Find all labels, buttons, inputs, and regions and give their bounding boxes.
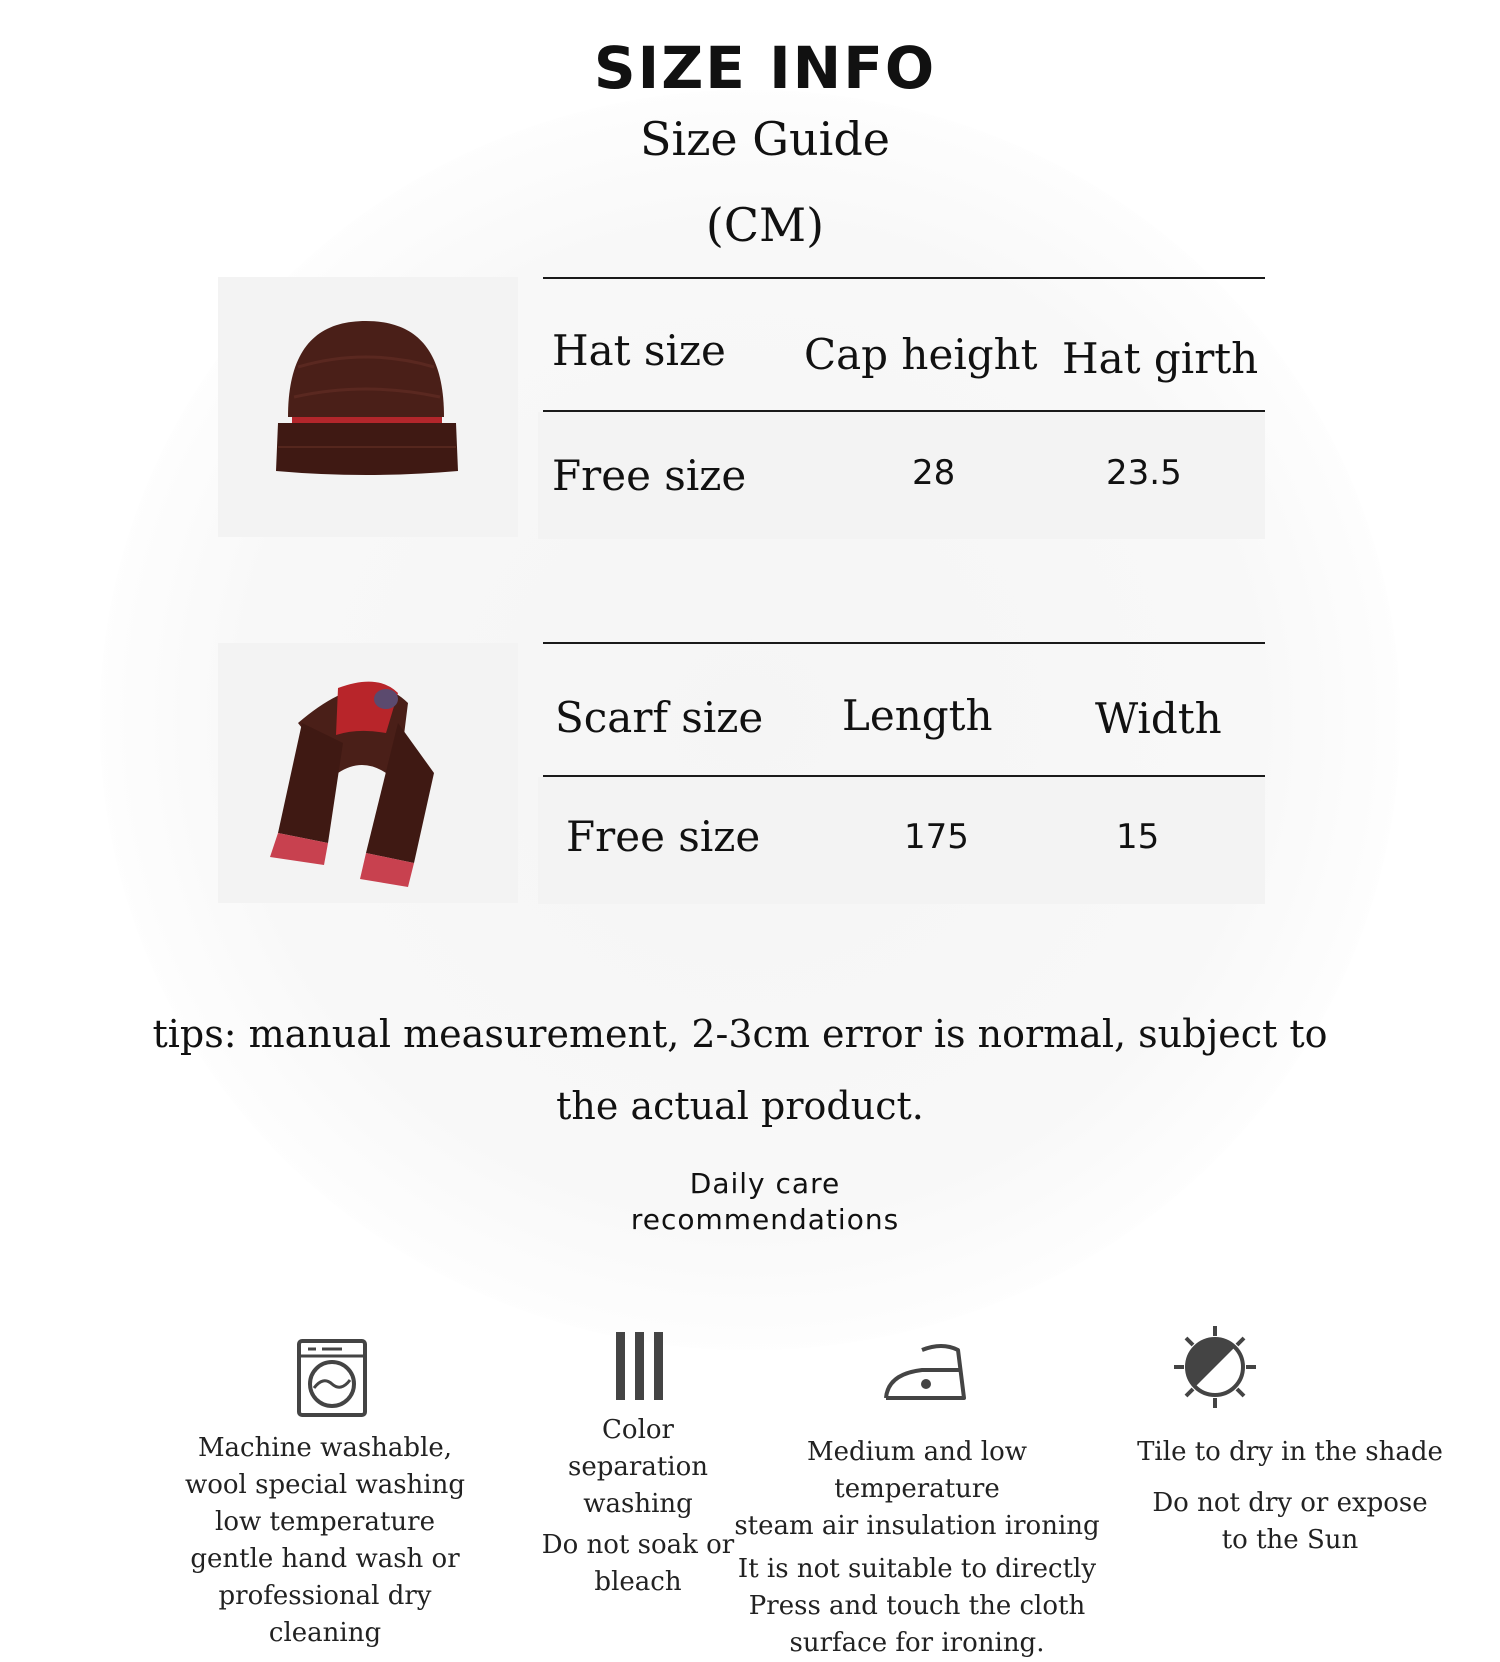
unit-label: (CM) [705, 198, 825, 252]
scarf-header-size: Scarf size [555, 693, 764, 742]
iron-icon [882, 1340, 968, 1402]
washing-machine-icon [296, 1338, 368, 1418]
care-line: wool special washing [184, 1470, 466, 1500]
care-line: surface for ironing. [789, 1628, 1045, 1658]
tips-line-2: the actual product. [556, 1084, 924, 1128]
hat-cell-cap-height: 28 [912, 453, 956, 493]
beanie-illustration [218, 277, 518, 537]
care-line: gentle hand wash or [190, 1544, 460, 1574]
care-line: to the Sun [1221, 1525, 1359, 1555]
care-line: cleaning [268, 1618, 382, 1648]
hat-cell-size: Free size [552, 451, 747, 500]
care-line: It is not suitable to directly [737, 1554, 1097, 1584]
scarf-illustration [218, 643, 518, 903]
tips-line-1: tips: manual measurement, 2-3cm error is normal, subject to [152, 1012, 1328, 1056]
care-line: bleach [594, 1567, 682, 1597]
shade-sun-icon [1172, 1324, 1258, 1410]
scarf-image [218, 643, 518, 903]
care-text-drying [1130, 1434, 1450, 1559]
scarf-header-length: Length [842, 691, 993, 740]
page-subtitle: Size Guide [639, 112, 891, 166]
care-line: Do not dry or expose [1152, 1488, 1428, 1518]
care-text-ironing [722, 1434, 1112, 1662]
care-line: steam air insulation ironing [734, 1511, 1100, 1541]
scarf-cell-length: 175 [904, 817, 969, 857]
hat-header-girth: Hat girth [1062, 334, 1259, 383]
care-line: washing [583, 1489, 693, 1519]
care-line: Medium and low temperature [806, 1437, 1027, 1504]
scarf-cell-width: 15 [1116, 817, 1160, 857]
care-title-line-2: recommendations [630, 1203, 900, 1236]
care-line: professional dry [218, 1581, 432, 1611]
page-title: SIZE INFO [593, 34, 937, 102]
scarf-table-top-rule [543, 642, 1265, 644]
care-text-washing [170, 1430, 480, 1652]
hat-header-size: Hat size [552, 326, 726, 375]
measurement-tips [150, 998, 1330, 1142]
care-line: Color [602, 1415, 674, 1445]
care-title-line-1: Daily care [689, 1167, 841, 1200]
hat-header-cap-height: Cap height [804, 330, 1038, 379]
care-line: low temperature [215, 1507, 435, 1537]
care-title [0, 1166, 1500, 1238]
care-line: Press and touch the cloth [748, 1591, 1086, 1621]
separate-bars-icon [614, 1330, 666, 1402]
hat-cell-girth: 23.5 [1106, 453, 1182, 493]
care-line: separation [568, 1452, 708, 1482]
care-line: Do not soak or [541, 1530, 735, 1560]
care-line: Tile to dry in the shade [1137, 1437, 1443, 1467]
hat-table-top-rule [543, 277, 1265, 279]
care-line: Machine washable, [197, 1433, 453, 1463]
scarf-header-width: Width [1095, 694, 1222, 743]
care-text-separation [540, 1412, 736, 1601]
hat-image [218, 277, 518, 537]
scarf-cell-size: Free size [566, 812, 761, 861]
